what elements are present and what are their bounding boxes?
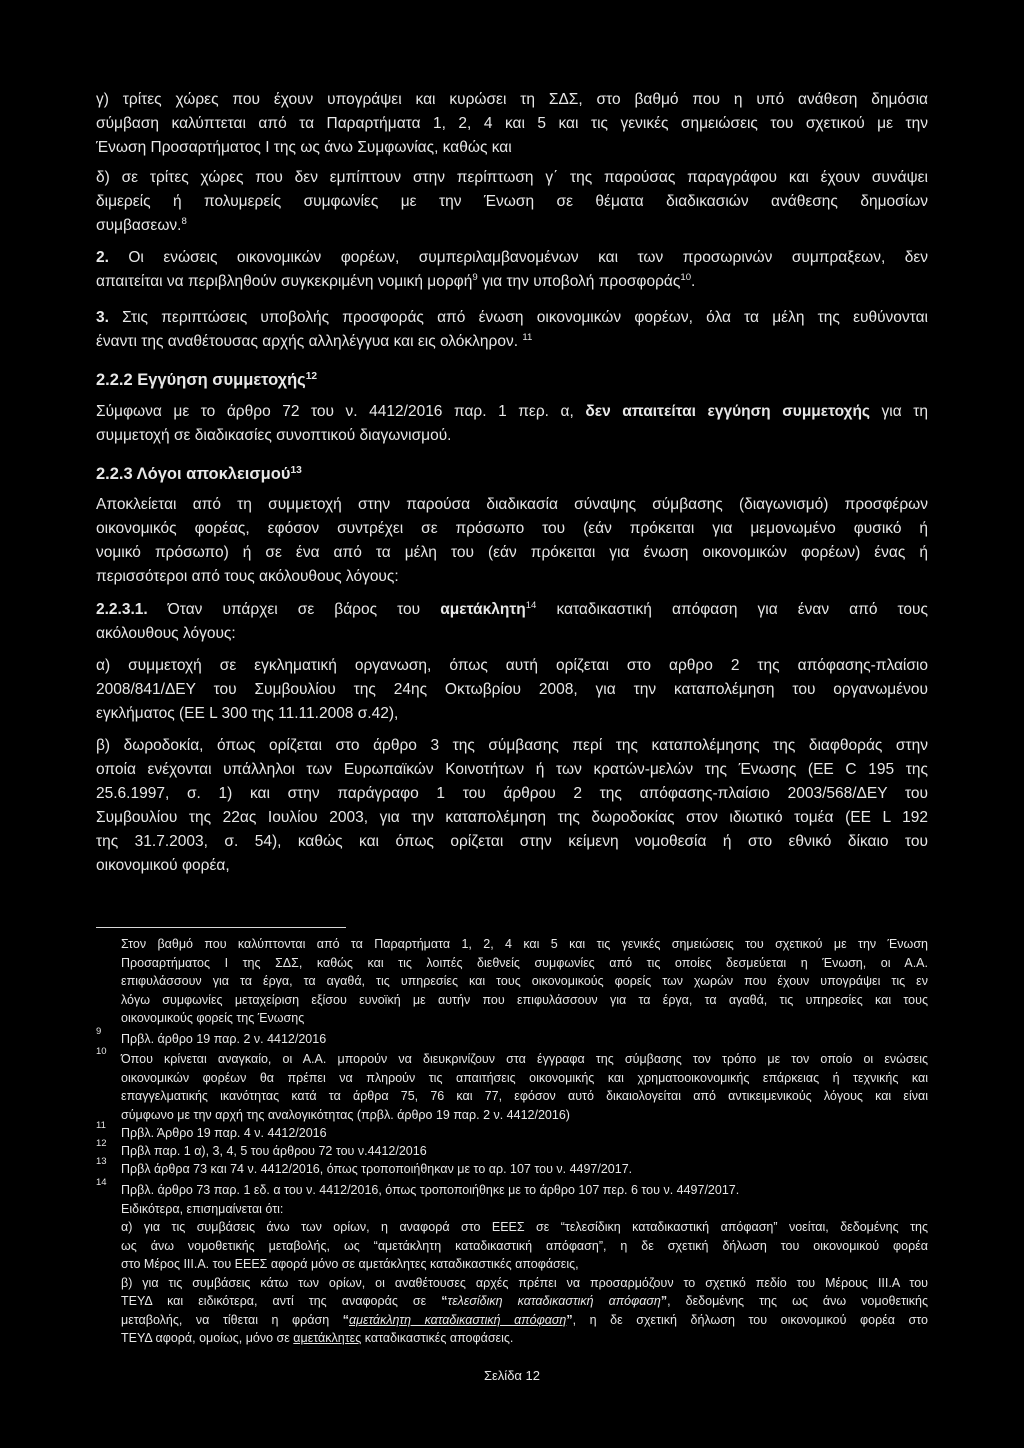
- paragraph-2-joint-bidders: [96, 246, 928, 294]
- paragraph-exclusion-grounds-line: [96, 565, 928, 589]
- text-run: 2.: [96, 249, 109, 266]
- text-run: οικονομικού φορέα,: [96, 857, 230, 874]
- footnote-reference: 8: [181, 216, 187, 228]
- clause-delta-line: [96, 190, 928, 214]
- footnote-reference: 13: [290, 464, 302, 476]
- exclusion-ground-beta: [96, 734, 928, 878]
- footnote-14-line: [121, 1237, 928, 1256]
- text-run: εγκλήματος (ΕΕ L 300 της 11.11.2008 σ.42),: [96, 705, 399, 722]
- text-run: για την υποβολή προσφοράς: [477, 273, 681, 290]
- clause-gamma-line: [96, 136, 928, 160]
- text-run: οποία ενέχονται υπάλληλοι των Ευρωπαϊκών Κοινοτήτων ή των κρατών-μελών της Ένωσης (ΕΕ C 195 της: [96, 761, 928, 778]
- text-run: έναντι της αναθέτουσας αρχής αλληλέγγυα και εις ολόκληρον.: [96, 333, 523, 350]
- paragraph-participation-guarantee-line: [96, 400, 928, 424]
- footnote-9-paragraph: [121, 1030, 928, 1049]
- clause-delta-line: [96, 166, 928, 190]
- text-run: 2.2.3.1.: [96, 601, 148, 618]
- text-run: Στον βαθμό που καλύπτονται από τα Παραρτήματα 1, 2, 4 και 5 και τις γενικές σημειώσεις του σχετικού με την Ένωση: [121, 937, 928, 951]
- text-run: ΤΕΥΔ και ειδικότερα, αντί της αναφοράς σε: [121, 1294, 442, 1308]
- footnote-14-line: [121, 1218, 928, 1237]
- paragraph-2-2-3-1-line: [96, 622, 928, 646]
- text-run: για τη: [870, 403, 928, 420]
- footnote-11-paragraph: [121, 1124, 928, 1143]
- paragraph-exclusion-grounds-line: [96, 541, 928, 565]
- text-run: .: [691, 273, 696, 290]
- text-run: διμερείς ή πολυμερείς συμφωνίες με την Ένωση σε θέματα διαδικασιών ανάθεσης δημοσίων: [96, 193, 928, 210]
- text-run: Πρβλ άρθρα 73 και 74 ν. 4412/2016, όπως τροποποιήθηκαν με το αρ. 107 του ν. 4497/2017.: [121, 1162, 633, 1176]
- text-run: οικονομικών φορέων θα πρέπει να πληρούν τις απαιτήσεις οικονομικής και χρηματοοικονομικής επάρκειας ή τεχνικής και: [121, 1070, 928, 1085]
- footnote-12: [96, 1138, 928, 1161]
- text-run: , δεδομένης της ως άνω νομοθετικής: [667, 1294, 929, 1308]
- footnote-reference: 11: [522, 332, 533, 344]
- footnote-12-line: [121, 1142, 928, 1161]
- text-run: ”: [566, 1312, 573, 1327]
- text-run: τελεσίδικη καταδικαστική απόφαση: [447, 1294, 661, 1308]
- text-run: ακόλουθους λόγους:: [96, 625, 236, 642]
- section-heading-2-2-2-line: [96, 368, 928, 392]
- text-run: Ένωση Προσαρτήματος I της ως άνω Συμφωνίας, καθώς και: [96, 139, 512, 156]
- text-run: 25.6.1997, σ. 1) και στην παράγραφο 1 του άρθρου 2 της απόφασης-πλαίσιο 2003/568/ΔΕΥ του: [96, 785, 928, 802]
- paragraph-exclusion-grounds: [96, 493, 928, 589]
- paragraph-3-joint-liability-line: [96, 306, 928, 330]
- text-run: Συμβουλίου της 22ας Ιουλίου 2003, για την καταπολέμηση της δωροδοκίας στον ιδιωτικό τομέα (ΕΕ L 192: [96, 809, 928, 826]
- paragraph-3-joint-liability-line: [96, 330, 928, 354]
- text-run: αμετάκλητες: [293, 1331, 362, 1345]
- footnote-8-paragraph: [121, 935, 928, 1028]
- text-run: Ειδικότερα, επισημαίνεται ότι:: [121, 1201, 284, 1216]
- footnote-marker: 11: [96, 1120, 106, 1131]
- text-run: ”: [660, 1294, 668, 1308]
- text-run: στο Μέρος ΙΙΙ.Α. του ΕΕΕΣ αφορά μόνο σε αμετάκλητες καταδικαστικές αποφάσεις,: [121, 1257, 579, 1271]
- text-run: Πρβλ. άρθρο 73 παρ. 1 εδ. α του ν. 4412/2016, όπως τροποποιήθηκε με το άρθρο 107 περ. 6 του ν. 4497/2017.: [121, 1183, 740, 1197]
- exclusion-ground-beta-line: [96, 758, 928, 782]
- text-run: β) για τις συμβάσεις κάτω των ορίων, οι αναθέτουσες αρχές πρέπει να προσαρμόζουν το σχετικό πεδίο του Μέρους ΙΙΙ.Α του: [121, 1275, 928, 1290]
- section-heading-2-2-2: [96, 368, 928, 392]
- footnote-14-paragraph: [121, 1274, 928, 1348]
- paragraph-exclusion-grounds-line: [96, 517, 928, 541]
- footnote-14: [96, 1177, 929, 1348]
- footnote-separator: [96, 927, 346, 928]
- clause-gamma-line: [96, 112, 928, 136]
- footnote-14-line: [121, 1329, 928, 1348]
- footnote-14-line: [121, 1255, 928, 1274]
- footnote-8-line: [121, 954, 928, 973]
- text-run: 2008/841/ΔΕΥ του Συμβουλίου της 24ης Οκτωβρίου 2008, για την καταπολέμηση του οργανωμένου: [96, 681, 928, 698]
- text-run: της 31.7.2003, σ. 54), καθώς και όπως ορίζεται στην κείμενη νομοθεσία ή στο εθνικό δίκαιο του: [96, 833, 928, 850]
- text-run: περισσότεροι από τους ακόλουθους λόγους:: [96, 568, 399, 585]
- exclusion-ground-beta-line: [96, 830, 928, 854]
- footnote-reference: 10: [680, 272, 692, 284]
- footnote-reference: 14: [525, 600, 537, 612]
- footnote-13-paragraph: [121, 1160, 928, 1179]
- footnote-10-line: [121, 1069, 928, 1088]
- section-heading-2-2-3: [96, 462, 928, 486]
- text-run: α) συμμετοχή σε εγκληματική οργανωση, όπως αυτή ορίζεται στο αρθρο 2 της απόφασης-πλαίσιο: [96, 657, 928, 674]
- text-run: ως άνω νομοθετικής μεταβολής, ως “αμετάκλητη καταδικαστική απόφαση”, η δε σχετική δήλωση του οικονομικού φορέα: [121, 1238, 928, 1253]
- text-run: Αποκλείεται από τη συμμετοχή στην παρούσα διαδικασία σύναψης σύμβασης (διαγωνισμό) προσφέρων: [96, 496, 928, 513]
- page-number: Σελίδα 12: [483, 1368, 541, 1383]
- paragraph-2-2-3-1: [96, 598, 928, 646]
- footnote-11-line: [121, 1124, 928, 1143]
- text-run: Όταν υπάρχει σε βάρος του: [147, 601, 441, 618]
- text-run: καταδικαστική απόφαση για έναν από τους: [536, 601, 928, 618]
- text-run: “: [342, 1312, 349, 1327]
- footnote-14-line: [121, 1200, 928, 1219]
- exclusion-ground-alpha-line: [96, 678, 928, 702]
- text-run: β) δωροδοκία, όπως ορίζεται στο άρθρο 3 της σύμβασης περί της καταπολέμησης της διαφθοράς στην: [96, 737, 928, 754]
- footnote-14-line: [121, 1292, 928, 1311]
- paragraph-exclusion-grounds-line: [96, 493, 928, 517]
- footnote-marker: 12: [96, 1138, 107, 1149]
- text-run: καταδικαστικές αποφάσεις.: [361, 1331, 514, 1345]
- text-run: , η δε σχετική δήλωση του οικονομικού φορέα στο: [572, 1312, 928, 1327]
- clause-delta-line: [96, 214, 928, 238]
- footnote-reference: 12: [305, 370, 318, 382]
- footnote-marker: 13: [96, 1156, 107, 1167]
- section-heading-2-2-3-line: [96, 462, 928, 486]
- paragraph-2-2-3-1-line: [96, 598, 928, 622]
- text-run: Σύμφωνα με το άρθρο 72 του ν. 4412/2016 παρ. 1 περ. α,: [96, 403, 586, 420]
- exclusion-ground-alpha: [96, 654, 928, 726]
- text-run: 3.: [96, 309, 109, 326]
- text-run: 2.2.3 Λόγοι αποκλεισμού: [96, 465, 291, 483]
- text-run: οικονομικούς φορείς της Ένωσης: [121, 1011, 305, 1025]
- footnote-8-line: [121, 935, 928, 954]
- text-run: α) για τις συμβάσεις άνω των ορίων, η αναφορά στο ΕΕΕΣ σε “τελεσίδικη καταδικαστική απόφαση” νοείται, δεδομένης της: [121, 1220, 928, 1234]
- text-run: αμετάκλητη καταδικαστική απόφαση: [348, 1312, 567, 1327]
- text-run: αμετάκλητη: [440, 601, 526, 618]
- footnote-9: [96, 1026, 928, 1049]
- text-run: επιφυλάσσουν για τα έργα, τα αγαθά, τις υπηρεσίες και τους οικονομικούς φορείς των χωρών που έχουν υπογράψει τις εν: [121, 974, 928, 988]
- exclusion-ground-alpha-line: [96, 702, 928, 726]
- paragraph-3-joint-liability: [96, 306, 928, 354]
- paragraph-participation-guarantee-line: [96, 424, 928, 448]
- text-run: γ) τρίτες χώρες που έχουν υπογράψει και κυρώσει τη ΣΔΣ, στο βαθμό που η υπό ανάθεση δημόσια: [96, 91, 928, 108]
- paragraph-2-joint-bidders-line: [96, 246, 928, 270]
- footnote-14-paragraph: [121, 1181, 928, 1200]
- exclusion-ground-alpha-line: [96, 654, 928, 678]
- footnote-10-line: [121, 1050, 928, 1069]
- text-run: Πρβλ παρ. 1 α), 3, 4, 5 του άρθρου 72 του ν.4412/2016: [121, 1144, 427, 1158]
- footnote-marker: 14: [96, 1177, 107, 1188]
- exclusion-ground-beta-line: [96, 734, 928, 758]
- footnote-12-paragraph: [121, 1142, 928, 1161]
- footnote-13-line: [121, 1160, 928, 1179]
- text-run: δεν απαιτείται εγγύηση συμμετοχής: [585, 403, 870, 420]
- footnote-14-line: [121, 1311, 928, 1330]
- text-run: απαιτείται να περιβληθούν συγκεκριμένη νομική μορφή: [96, 273, 473, 290]
- clause-delta: [96, 166, 928, 238]
- text-run: δ) σε τρίτες χώρες που δεν εμπίπτουν στην περίπτωση γ΄ της παρούσας παραγράφου και έχουν συνάψει: [96, 169, 928, 186]
- footnote-8-line: [121, 991, 928, 1010]
- text-run: Πρβλ. άρθρο 19 παρ. 2 ν. 4412/2016: [121, 1032, 327, 1046]
- text-run: οικονομικός φορέας, εφόσον συντρέχει σε πρόσωπο του (εάν πρόκειται για μεμονωμένο φυσικό ή: [96, 520, 928, 537]
- footnote-14-paragraph: [121, 1218, 928, 1274]
- footnote-14-line: [121, 1274, 928, 1293]
- text-run: Πρβλ. Άρθρο 19 παρ. 4 ν. 4412/2016: [121, 1126, 327, 1140]
- exclusion-ground-beta-line: [96, 854, 928, 878]
- exclusion-ground-beta-line: [96, 806, 928, 830]
- text-run: σύμβαση καλύπτεται από τα Παραρτήματα 1, 2, 4 και 5 και τις γενικές σημειώσεις του σχετικού με την: [96, 115, 928, 132]
- text-run: μεταβολής, να τίθεται η φράση: [121, 1312, 343, 1327]
- footnote-reference: 9: [472, 272, 478, 284]
- text-run: νομικό πρόσωπο) ή σε ένα από τα μέλη του (εάν πρόκειται για ένωση οικονομικών φορέων) ένας ή: [96, 544, 928, 561]
- text-run: επαγγελματικής ικανότητας κατά τα άρθρα 75, 76 και 77, εφόσον αυτό δικαιολογείται από αντικειμενικούς λόγους και είναι: [121, 1089, 928, 1103]
- footnote-marker: 9: [96, 1026, 102, 1037]
- footnote-14-line: [121, 1181, 928, 1200]
- footnote-10-paragraph: [121, 1050, 928, 1124]
- text-run: Προσαρτήματος I της ΣΔΣ, καθώς και τις λοιπές διεθνείς συμφωνίες από τις οποίες δεσμεύεται η Ένωση, οι Α.Α.: [121, 955, 928, 970]
- footnote-14-paragraph: [121, 1200, 928, 1219]
- clause-gamma: [96, 88, 928, 160]
- text-run: συμβασεων.: [96, 217, 182, 234]
- clause-gamma-line: [96, 88, 928, 112]
- text-run: “: [441, 1294, 448, 1308]
- text-run: Οι ενώσεις οικονομικών φορέων, συμπεριλαμβανομένων και των προσωρινών συμπραξεων, δεν: [108, 249, 928, 266]
- footnote-8-line: [121, 1009, 928, 1028]
- text-run: λόγω συμφωνίες μεταχείριση εξίσου ευνοϊκή με αυτήν που επιφυλάσσουν για τα έργα, τα αγαθά, τις υπηρεσίες και τους: [121, 992, 928, 1007]
- footnote-11: [96, 1120, 928, 1143]
- paragraph-2-joint-bidders-line: [96, 270, 928, 294]
- footnote-10: [96, 1046, 928, 1124]
- text-run: Όπου κρίνεται αναγκαίο, οι Α.Α. μπορούν να διευκρινίζουν στα έγγραφα της σύμβασης τον τρόπο με τον οποίο οι ενώσεις: [121, 1052, 928, 1066]
- text-run: συμμετοχή σε διαδικασίες συνοπτικού διαγωνισμού.: [96, 427, 452, 444]
- footnote-9-line: [121, 1030, 928, 1049]
- footnote-10-line: [121, 1106, 928, 1125]
- footnote-13: [96, 1156, 928, 1179]
- text-run: Στις περιπτώσεις υποβολής προσφοράς από ένωση οικονομικών φορέων, όλα τα μέλη της ευθύνονται: [108, 309, 928, 326]
- footnote-10-line: [121, 1087, 928, 1106]
- footnote-marker: 10: [96, 1046, 107, 1057]
- paragraph-participation-guarantee: [96, 400, 928, 448]
- text-run: σύμφωνο με την αρχή της αναλογικότητας (πρβλ. άρθρο 19 παρ. 2 ν. 4412/2016): [121, 1107, 570, 1122]
- text-run: ΤΕΥΔ αφορά, ομοίως, μόνο σε: [121, 1331, 294, 1345]
- footnote-8-line: [121, 972, 928, 991]
- text-run: 2.2.2 Εγγύηση συμμετοχής: [96, 371, 306, 389]
- footnote-8: [121, 935, 928, 1028]
- exclusion-ground-beta-line: [96, 782, 928, 806]
